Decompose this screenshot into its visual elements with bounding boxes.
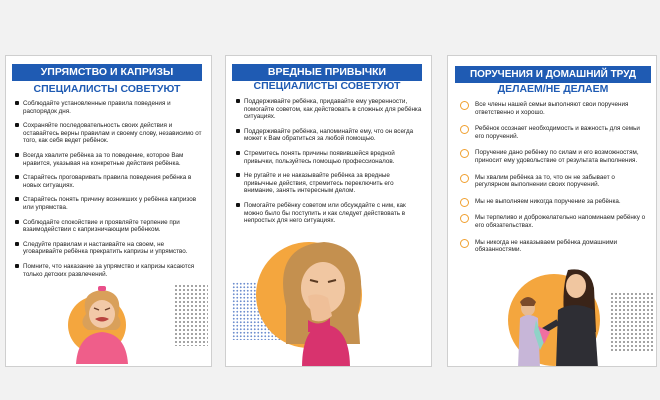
ring-bullet-icon xyxy=(460,198,469,207)
list-item: Поддерживайте ребёнка, придавайте ему уверенности, помогайте советом, как действовать в сложных для ребёнка ситуациях. xyxy=(236,98,422,121)
list-item: Не ругайте и не наказывайте ребёнка за вредные привычные действия, стремитесь переключить его внимание, занять интересным делом. xyxy=(236,172,422,195)
bullet-square-icon xyxy=(15,197,19,201)
bullet-square-icon xyxy=(236,151,240,155)
photo-mother-and-child-cleaning xyxy=(510,262,610,367)
list-item: Поручение дано ребёнку по силам и его возможностям, приносит ему удовольствие от результата выполнения. xyxy=(460,149,650,164)
poster-banner: УПРЯМСТВО И КАПРИЗЫ xyxy=(12,64,202,81)
bullet-square-icon xyxy=(15,242,19,246)
poster-banner: ПОРУЧЕНИЯ И ДОМАШНИЙ ТРУД xyxy=(455,66,651,83)
list-item: Мы хвалим ребёнка за то, что он не забывает о регулярном выполнении своих поручений. xyxy=(460,174,650,189)
child-photo-girl-hand-on-mouth xyxy=(268,236,378,367)
list-item: Мы терпеливо и доброжелательно напоминаем ребёнку о его обязательствах. xyxy=(460,214,650,229)
list-item: Всегда хвалите ребёнка за то поведение, которое Вам нравится, указывая на конкретные действия ребёнка. xyxy=(15,152,203,167)
tips-list xyxy=(460,101,650,263)
list-item: Старайтесь понять причину возникших у ребёнка капризов или упрямства. xyxy=(15,196,203,211)
ring-bullet-icon xyxy=(460,239,469,248)
poster-stubbornness xyxy=(5,55,212,367)
decor-dots xyxy=(610,292,654,352)
ring-bullet-icon xyxy=(460,125,469,134)
bullet-square-icon xyxy=(236,173,240,177)
list-item: Старайтесь проговаривать правила поведения ребёнка в новых ситуациях. xyxy=(15,174,203,189)
ring-bullet-icon xyxy=(460,149,469,158)
decor-dots xyxy=(174,284,208,346)
bullet-square-icon xyxy=(15,264,19,268)
poster-bad-habits xyxy=(225,55,432,367)
poster-banner: ВРЕДНЫЕ ПРИВЫЧКИ xyxy=(232,64,422,81)
list-item: Стремитесь понять причины появившейся вредной привычки, пользуйтесь помощью профессионалов. xyxy=(236,150,422,165)
bullet-square-icon xyxy=(236,203,240,207)
poster-subtitle: ДЕЛАЕМ/НЕ ДЕЛАЕМ xyxy=(497,83,609,95)
list-item: Соблюдайте спокойствие и проявляйте терпение при взаимодействии с капризничающим ребёнком. xyxy=(15,219,203,234)
list-item: Поддерживайте ребёнка, напоминайте ему, что он всегда может к Вам обратиться за любой помощью. xyxy=(236,128,422,143)
child-photo-crying-girl xyxy=(68,284,134,364)
tips-list xyxy=(15,100,203,285)
list-item: Соблюдайте установленные правила поведения и распорядок дня. xyxy=(15,100,203,115)
list-item: Все члены нашей семьи выполняют свои поручения ответственно и хорошо. xyxy=(460,101,650,116)
list-item: Мы не выполняем никогда поручение за ребёнка. xyxy=(460,198,650,206)
bullet-square-icon xyxy=(15,101,19,105)
tips-list xyxy=(236,98,422,232)
ring-bullet-icon xyxy=(460,214,469,223)
bullet-square-icon xyxy=(236,99,240,103)
list-item: Мы никогда не наказываем ребёнка домашними обязанностями. xyxy=(460,239,650,254)
list-item: Ребёнок осознает необходимость и важность для семьи его поручений. xyxy=(460,125,650,140)
poster-subtitle: СПЕЦИАЛИСТЫ СОВЕТУЮТ xyxy=(33,83,181,95)
bullet-square-icon xyxy=(15,175,19,179)
bullet-square-icon xyxy=(15,153,19,157)
poster-subtitle: СПЕЦИАЛИСТЫ СОВЕТУЮТ xyxy=(253,80,401,92)
list-item: Следуйте правилам и настаивайте на своем, не уговаривайте ребёнка прекратить капризы и упрямство. xyxy=(15,241,203,256)
bullet-square-icon xyxy=(15,123,19,127)
poster-household-chores xyxy=(447,55,657,367)
bullet-square-icon xyxy=(15,220,19,224)
ring-bullet-icon xyxy=(460,101,469,110)
bullet-square-icon xyxy=(236,129,240,133)
list-item: Помните, что наказание за упрямство и капризы касаются только детских развлечений. xyxy=(15,263,203,278)
list-item: Помогайте ребёнку советом или обсуждайте с ним, как можно было бы поступить и как следует действовать в непростых для него ситуациях. xyxy=(236,202,422,225)
ring-bullet-icon xyxy=(460,174,469,183)
list-item: Сохраняйте последовательность своих действия и оставайтесь верны правилам и своему слову, независимо от того, как себя ведет ребёнок. xyxy=(15,122,203,145)
